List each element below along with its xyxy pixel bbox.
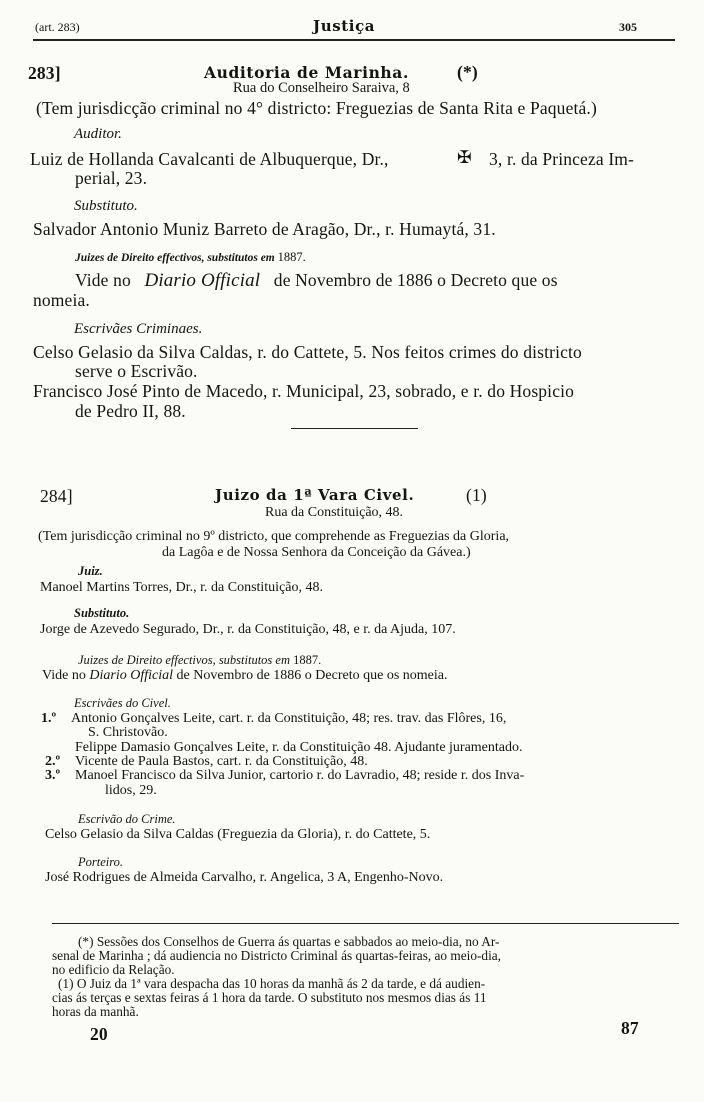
catchword-number: 87 (621, 1018, 639, 1038)
footnote-1-line-2: senal de Marinha ; dá audiencia no Districto Criminal ás quartas-feiras, ao meio-dia, (52, 948, 501, 963)
order-cross-icon: ✠ (457, 147, 472, 167)
escrivao-1-line-1: Celso Gelasio da Silva Caldas, r. do Cattete, 5. Nos feitos crimes do districto (33, 342, 582, 362)
footnote-2-line-1: (1) O Juiz da 1ª vara despacha das 10 horas da manhã ás 2 da tarde, e dá audien- (58, 976, 486, 991)
footnote-1-line-1: (*) Sessões dos Conselhos de Guerra ás quartas e sabbados ao meio-dia, no Ar- (78, 934, 500, 949)
header-page-number: 305 (619, 20, 637, 34)
header-article-ref: (art. 283) (35, 20, 80, 34)
substituto-heading-284: Substituto. (74, 606, 130, 620)
substituto-line-283: Salvador Antonio Muniz Barreto de Aragão, Dr., r. Humaytá, 31. (33, 219, 496, 239)
signature-mark: 20 (90, 1024, 108, 1044)
civel-2-number: 2.º (45, 754, 61, 769)
porteiro-line: José Rodrigues de Almeida Carvalho, r. Angelica, 3 A, Engenho-Novo. (45, 870, 444, 885)
footnote-1-line-3: no edificio da Relação. (52, 962, 175, 977)
escrivao-2-line-1: Francisco José Pinto de Macedo, r. Municipal, 23, sobrado, e r. do Hospicio (33, 381, 575, 401)
auditor-line-1: Luiz de Hollanda Cavalcanti de Albuquerque, Dr., (30, 149, 389, 169)
section-284-jurisdiction-2: da Lagôa e de Nossa Senhora da Conceição da Gávea.) (162, 545, 471, 560)
footnote-2-line-2: cias ás terças e sextas feiras á 1 hora da tarde. O substituto nos mesmos dias ás 11 (52, 990, 487, 1005)
civel-2-line: Vicente de Paula Bastos, cart. r. da Constituição, 48. (75, 754, 368, 769)
escrivaes-civel-heading: Escrivães do Civel. (74, 696, 171, 710)
juiz-line: Manoel Martins Torres, Dr., r. da Constituição, 48. (40, 580, 324, 595)
juizes-heading-283: Juizes de Direito effectivos, substitutos em 1887. (75, 250, 306, 264)
escrivao-crime-line: Celso Gelasio da Silva Caldas (Freguezia da Gloria), r. do Cattete, 5. (45, 827, 431, 842)
civel-3-number: 3.º (45, 768, 61, 783)
header-title: Justiça (313, 17, 376, 35)
substituto-heading-283: Substituto. (74, 198, 138, 214)
civel-1-number: 1.º (41, 711, 57, 726)
vide-line-283: Vide no Diario Official de Novembro de 1886 o Decreto que os (75, 270, 558, 291)
section-284-address: Rua da Constituição, 48. (265, 505, 404, 520)
civel-3-line-1: Manoel Francisco da Silva Junior, cartorio r. do Lavradio, 48; reside r. dos Inva- (75, 768, 525, 783)
section-283-title-note: (*) (457, 62, 478, 82)
vide-line-283-cont: nomeia. (33, 290, 90, 310)
civel-1-line-2: S. Christovão. (88, 725, 168, 740)
footnote-rule (52, 923, 679, 924)
auditor-line-1b: 3, r. da Princeza Im- (489, 149, 635, 169)
juiz-heading: Juiz. (78, 564, 103, 578)
section-284-jurisdiction-1: (Tem jurisdicção criminal no 9º districto, que comprehende as Freguezias da Gloria, (38, 529, 510, 544)
escrivao-2-line-2: de Pedro II, 88. (75, 401, 186, 421)
section-283-number: 283] (28, 63, 61, 83)
section-283-end-rule (291, 428, 418, 429)
section-284-title-note: (1) (466, 485, 487, 505)
civel-1-line-1: Antonio Gonçalves Leite, cart. r. da Constituição, 48; res. trav. das Flôres, 16, (71, 711, 507, 726)
porteiro-heading: Porteiro. (78, 855, 124, 869)
auditor-heading: Auditor. (74, 126, 122, 142)
juizes-heading-284: Juizes de Direito effectivos, substitutos em 1887. (78, 653, 322, 667)
section-283-title: Auditoria de Marinha. (204, 63, 409, 82)
civel-3-line-2: lidos, 29. (105, 783, 157, 798)
escrivao-crime-heading: Escrivão do Crime. (78, 812, 176, 826)
auditor-line-2: perial, 23. (75, 168, 148, 188)
section-283-jurisdiction: (Tem jurisdicção criminal no 4° districto: Freguezias de Santa Rita e Paquetá.) (36, 98, 597, 118)
civel-1-line-3: Felippe Damasio Gonçalves Leite, r. da Constituição 48. Ajudante juramentado. (75, 740, 523, 755)
escrivaes-heading-283: Escrivães Criminaes. (74, 321, 203, 337)
escrivao-1-line-2: serve o Escrivão. (75, 361, 198, 381)
vide-line-284: Vide no Diario Official de Novembro de 1886 o Decreto que os nomeia. (42, 668, 448, 683)
substituto-line-284: Jorge de Azevedo Segurado, Dr., r. da Constituição, 48, e r. da Ajuda, 107. (40, 622, 456, 637)
section-283-address: Rua do Conselheiro Saraiva, 8 (233, 80, 410, 96)
section-284-title: Juizo da 1ª Vara Civel. (215, 486, 415, 504)
header-rule (33, 39, 675, 41)
footnote-2-line-3: horas da manhã. (52, 1004, 139, 1019)
section-284-number: 284] (40, 486, 73, 506)
